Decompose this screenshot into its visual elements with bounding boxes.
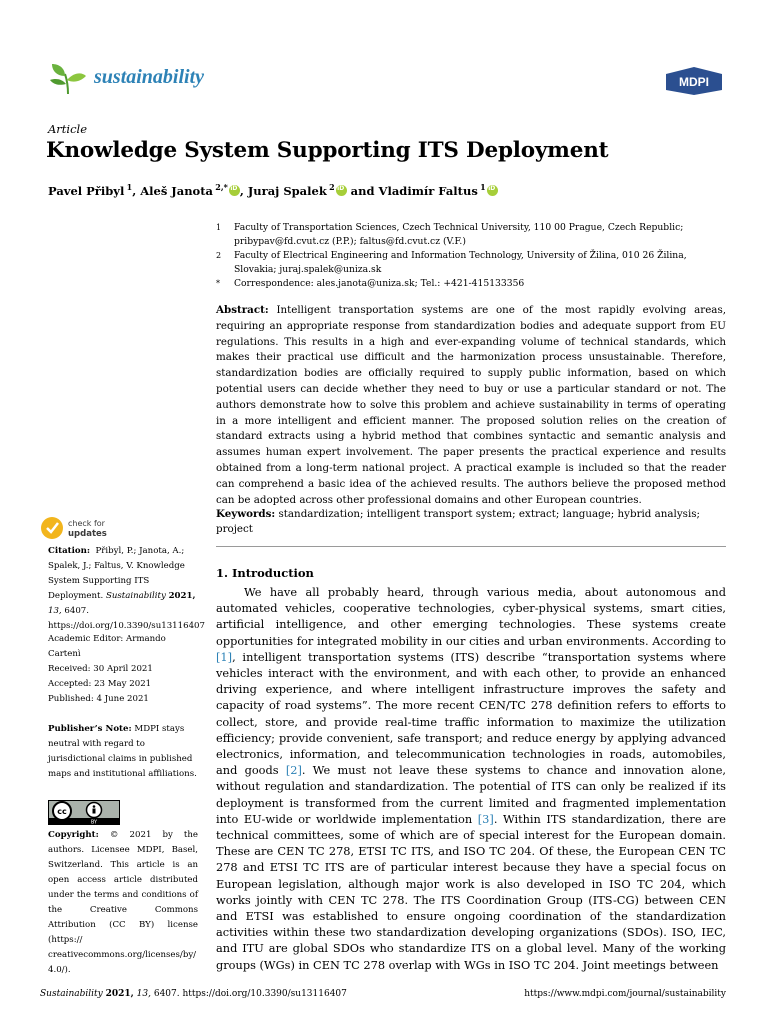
cc-by-license-icon[interactable] <box>48 800 120 825</box>
updates-label: updates <box>68 529 107 539</box>
footer-journal-url[interactable]: https://www.mdpi.com/journal/sustainability <box>524 989 726 999</box>
journal-logo-icon <box>48 58 88 98</box>
abstract <box>216 303 726 508</box>
reference-link[interactable]: [3] <box>477 811 494 826</box>
abstract-text: Intelligent transportation systems are one of the most rapidly evolving areas, requiring an appropriate response from standardization bodies and adequate support from EU regulations. This results in a high and ever-expanding volume of technical standards, which makes their practical use difficult and the harmonization process unsustainable. Therefore, standardization bodies are officially required to supply public information, based on which potential users can decide whether they need to buy or use a particular standard or not. The authors demonstrate how to solve this problem and achieve sustainability in terms of operating in a more intelligent and efficient manner. The proposed solution relies on the creation of standard extracts using a hybrid method that combines syntactic and semantic analysis and assumes human expert involvement. The paper presents the practical experience and results obtained from a long-term national project. A practical example is included so that the reader can comprehend a basic idea of the achieved results. The authors believe the proposed method can be adopted across other professional domains and other European countries. <box>216 304 726 506</box>
section-heading: 1. Introduction <box>216 566 314 580</box>
author-list: Pavel Přibyl $^1$, Aleš Janota $^{2,*}$iD , Juraj Spalek $^2$iD and Vladimír Faltus $^1$iD <box>48 182 498 198</box>
published-date: Published: 4 June 2021 <box>48 694 149 704</box>
author-affiliation-mark: 1 <box>126 182 133 192</box>
affiliation-item: 1 Faculty of Transportation Sciences, Czech Technical University, 110 00 Prague, Czech Republic; pribypav@fd.cvut.cz (P.P.); faltus@fd.cvut.cz (V.F.) <box>216 222 684 247</box>
copyright: Copyright: © 2021 by the authors. Licensee MDPI, Basel, Switzerland. This article is an open access article distributed under the terms and conditions of the Creative Commons Attribution (CC BY) license (https:// creativecommons.org/licenses/by/ 4.0/). <box>48 830 199 975</box>
affiliation-item: * Correspondence: ales.janota@uniza.sk; Tel.: +421-415133356 <box>216 278 525 289</box>
footer-doi-link[interactable]: 6407. https://doi.org/10.3390/su13116407 <box>153 989 347 999</box>
mdpi-logo <box>664 66 724 96</box>
orcid-icon[interactable] <box>229 185 240 196</box>
author-name[interactable]: Aleš Janota <box>140 183 213 198</box>
received-date: Received: 30 April 2021 <box>48 664 153 674</box>
orcid-icon[interactable] <box>336 185 347 196</box>
academic-editor: Academic Editor: Armando Cartenì <box>48 634 166 659</box>
section-divider <box>216 546 726 547</box>
affiliation-item: 2 Faculty of Electrical Engineering and Information Technology, University of Žilina, 010 26 Žilina, Slovakia; juraj.spalek@uniza.sk <box>216 250 687 275</box>
by-label: BY <box>90 819 98 825</box>
author-name[interactable]: Juraj Spalek <box>247 183 327 198</box>
keywords-label: Keywords: <box>216 508 276 520</box>
reference-link[interactable]: [1] <box>216 649 233 664</box>
footer-citation: Sustainability 2021, 13, 6407. https://doi.org/10.3390/su13116407 <box>40 989 347 999</box>
citation-doi-link[interactable]: https://doi.org/10.3390/su13116407 <box>48 621 205 631</box>
intro-paragraph: We have all probably heard, through various media, about autonomous and automated vehicles, cooperative technologies, cyber-physical systems, smart cities, artificial intelligence, and other emerging technologies. These systems create opportunities for integrated mobility in our cities and urban environments. According to [1], intelligent transportation systems (ITS) describe “transportation systems where vehicles interact with the environment, and with each other, to provide an enhanced driving experience, and where intelligent infrastructure improves the safety and capacity of road systems”. The more recent CEN/TC 278 definition refers to efforts to collect, store, and provide real-time traffic information to maximize the utilization efficiency; provide convenient, safe transport; and reduce energy by applying advanced electronics, information, and telecommunication technologies in roads, automobiles, and goods [2]. We must not leave these systems to chance and innovation alone, without regulation and standardization. The potential of ITS can only be realized if its deployment is transformed from the current limited and fragmented implementation into EU-wide or worldwide implementation [3]. Within ITS standardization, there are technical committees, some of which are of special interest for the European domain. These are CEN TC 278, ETSI TC ITS, and ISO TC 204. Of these, the European CEN TC 278 and ETSI TC ITS are of particular interest because they have a special focus on European legislation, although major work is also developed in ISO TC 204, which works jointly with CEN TC 278. The ITS Coordination Group (ITS-CG) between CEN and ETSI was established to ensure ongoing coordination of the standardization activities within these two standardization developing organizations (SDOs). ISO, IEC, and ITU are global SDOs who standardize ITS on a global level. Many of the working groups (WGs) in CEN TC 278 overlap with WGs in ISO TC 204. Joint meetings between <box>216 585 727 972</box>
author-affiliation-mark: 2 <box>329 182 335 192</box>
article-type: Article <box>48 122 88 136</box>
citation-label: Citation: <box>48 546 91 556</box>
keywords-text: standardization; intelligent transport system; extract; language; hybrid analysis; project <box>216 508 700 535</box>
abstract-label: Abstract: <box>216 304 269 316</box>
author-affiliation-mark: 2,* <box>215 182 228 192</box>
journal-name: sustainability <box>94 66 205 88</box>
accepted-date: Accepted: 23 May 2021 <box>48 679 152 689</box>
author-name[interactable]: Vladimír Faltus <box>378 183 478 198</box>
orcid-icon[interactable] <box>487 185 498 196</box>
check-for-updates-badge[interactable] <box>40 514 120 542</box>
citation: Citation: Přibyl, P.; Janota, A.; Spalek, J.; Faltus, V. Knowledge System Supporting ITS Deployment. Sustainability 2021, 13, 6407. https://doi.org/10.3390/su13116407 <box>48 546 205 631</box>
mdpi-logo-text: MDPI <box>679 75 709 89</box>
publisher-note: Publisher’s Note: MDPI stays neutral with regard to jurisdictional claims in published maps and institutional affiliations. <box>48 724 197 779</box>
paper-title: Knowledge System Supporting ITS Deployment <box>46 138 609 163</box>
author-name[interactable]: Pavel Přibyl <box>48 183 125 198</box>
keywords <box>216 507 726 537</box>
affiliations <box>216 221 726 291</box>
author-affiliation-mark: 1 <box>480 182 486 192</box>
reference-link[interactable]: [2] <box>285 763 302 778</box>
cc-label: cc <box>57 807 67 816</box>
check-for-label: check for <box>68 519 105 528</box>
